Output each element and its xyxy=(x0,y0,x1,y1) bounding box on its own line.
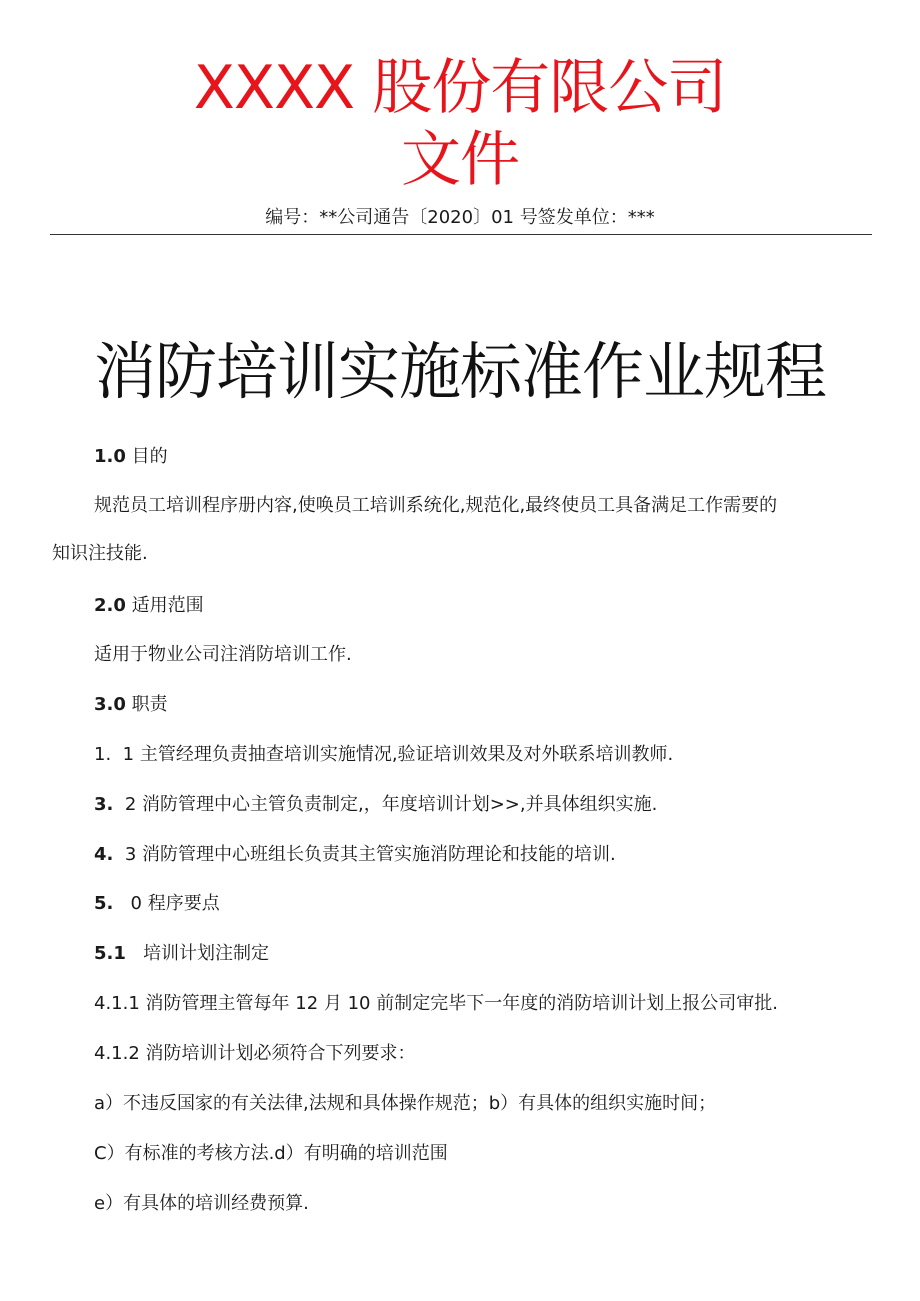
section-5-1-heading xyxy=(94,941,269,967)
company-name: XXXX 股份有限公司 xyxy=(193,53,727,123)
clause-4-1-1: 4.1.1 消防管理主管每年 12 月 10 前制定完毕下一年度的消防培训计划上报公司审批. xyxy=(94,993,778,1014)
item-number: 3. xyxy=(94,794,114,815)
section-3-item-2 xyxy=(94,792,657,818)
requirement-c-d: C）有标准的考核方法.d）有明确的培训范围 xyxy=(94,1143,448,1164)
section-5-heading xyxy=(94,891,220,917)
page-title: 消防培训实施标准作业规程 xyxy=(93,335,826,408)
section-2-paragraph: 适用于物业公司注消防培训工作. xyxy=(94,644,352,665)
section-label: 适用范围 xyxy=(131,595,204,616)
document-type: 文件 xyxy=(401,125,519,195)
section-label: 目的 xyxy=(131,446,168,467)
requirement-e: e）有具体的培训经费预算. xyxy=(94,1193,309,1214)
section-label: 职责 xyxy=(131,694,168,715)
item-number: 4. xyxy=(94,844,114,865)
section-2-heading xyxy=(94,593,204,619)
item-number: 1. xyxy=(94,744,112,765)
clause-4-1-2: 4.1.2 消防培训计划必须符合下列要求： xyxy=(94,1043,416,1064)
section-number: 5. xyxy=(94,893,114,914)
item-text: 2 消防管理中心主管负责制定,，年度培训计划>>,并具体组织实施. xyxy=(124,794,658,815)
section-number: 3.0 xyxy=(94,694,126,715)
section-1-paragraph-line-1: 规范员工培训程序册内容,使唤员工培训系统化,规范化,最终使员工具备满足工作需要的 xyxy=(94,495,778,516)
item-text: 1 主管经理负责抽查培训实施情况,验证培训效果及对外联系培训教师. xyxy=(122,744,674,765)
section-3-item-3 xyxy=(94,842,616,868)
section-number: 2.0 xyxy=(94,595,126,616)
document-number: 编号：**公司通告〔2020〕01 号签发单位：*** xyxy=(265,207,655,228)
header-divider xyxy=(50,234,872,235)
section-number: 5.1 xyxy=(94,943,126,964)
section-label: 培训计划注制定 xyxy=(143,943,270,964)
section-1-paragraph-line-2: 知识注技能. xyxy=(52,543,148,564)
section-label: 0 程序要点 xyxy=(130,893,220,914)
section-3-heading xyxy=(94,692,168,718)
section-3-item-1 xyxy=(94,742,673,768)
section-1-heading xyxy=(94,444,168,470)
section-number: 1.0 xyxy=(94,446,126,467)
item-text: 3 消防管理中心班组长负责其主管实施消防理论和技能的培训. xyxy=(124,844,616,865)
requirement-a-b: a）不违反国家的有关法律,法规和具体操作规范；b）有具体的组织实施时间； xyxy=(94,1093,717,1114)
